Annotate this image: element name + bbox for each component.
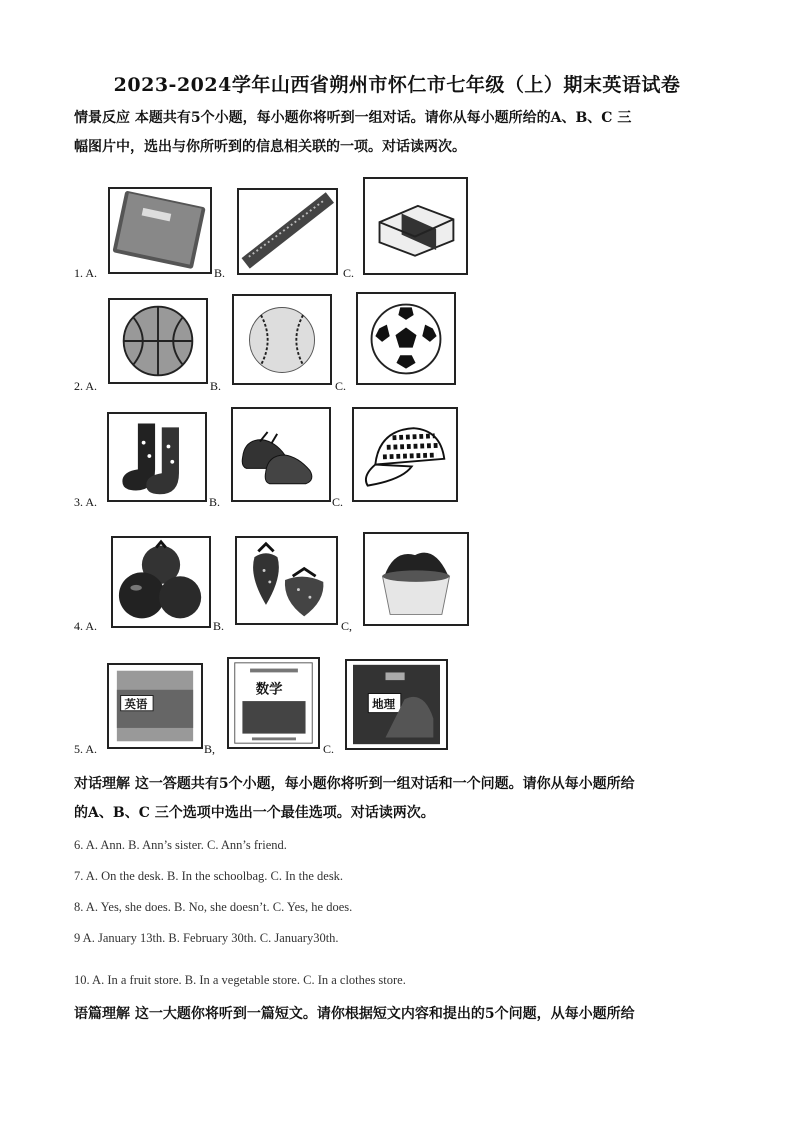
section1-line1: 情景反应 本题共有5个小题，每小题你将听到一组对话。请你从每小题所给的A、B、C 三 (74, 110, 632, 126)
soccer-ball-icon[interactable] (356, 292, 456, 385)
ruler-icon[interactable] (237, 188, 338, 275)
section2-line2: 的A、B、C 三个选项中选出一个最佳选项。对话读两次。 (74, 805, 435, 821)
question-7-options: 7. A. On the desk. B. In the schoolbag. C. In the desk. (74, 869, 344, 883)
geography-book-label: 地理 (372, 696, 396, 711)
notebook-icon[interactable] (108, 187, 212, 274)
q2-label-b: B. (210, 379, 222, 393)
q2-label-c: C. (335, 379, 347, 393)
socks-icon[interactable] (107, 412, 207, 502)
section1-instructions (74, 104, 724, 162)
q3-label-c: C. (332, 495, 344, 509)
q1-label-c: C. (343, 266, 355, 280)
q3-label-b: B. (209, 495, 221, 509)
section2-line1: 对话理解 这一答题共有5个小题，每小题你将听到一组对话和一个问题。请你从每小题所给 (74, 776, 635, 792)
q2-label-a: 2. A. (74, 379, 98, 393)
basketball-icon[interactable] (108, 298, 208, 384)
math-book-label: 数学 (255, 681, 283, 698)
section3-instructions (74, 1000, 724, 1029)
english-book-icon[interactable] (107, 663, 203, 749)
q1-label-b: B. (214, 266, 226, 280)
strawberries-icon[interactable] (235, 536, 338, 625)
eraser-icon[interactable] (363, 177, 468, 275)
q5-label-a: 5. A. (74, 742, 98, 756)
section1-line2: 幅图片中，选出与你所听到的信息相关联的一项。对话读两次。 (74, 139, 466, 155)
q1-label-a: 1. A. (74, 266, 98, 280)
question-10-options: 10. A. In a fruit store. B. In a vegetable store. C. In a clothes store. (74, 973, 406, 987)
section2-instructions (74, 770, 724, 828)
q4-label-a: 4. A. (74, 619, 98, 633)
baseball-icon[interactable] (232, 294, 332, 385)
q5-label-b: B, (204, 742, 216, 756)
q4-label-c: C, (341, 619, 353, 633)
question-9-options: 9 A. January 13th. B. February 30th. C. January30th. (74, 931, 339, 945)
shoes-icon[interactable] (231, 407, 331, 502)
math-book-icon[interactable] (227, 657, 320, 749)
q3-label-a: 3. A. (74, 495, 98, 509)
ice-cream-icon[interactable] (363, 532, 469, 626)
question-8-options: 8. A. Yes, she does. B. No, she doesn’t. C. Yes, he does. (74, 900, 353, 914)
cap-icon[interactable] (352, 407, 458, 502)
question-6-options: 6. A. Ann. B. Ann’s sister. C. Ann’s friend. (74, 838, 287, 852)
q5-label-c: C. (323, 742, 335, 756)
section3-line1: 语篇理解 这一大题你将听到一篇短文。请你根据短文内容和提出的5个问题，从每小题所给 (74, 1006, 635, 1022)
q4-label-b: B. (213, 619, 225, 633)
tomatoes-icon[interactable] (111, 536, 211, 628)
geography-book-icon[interactable] (345, 659, 448, 750)
english-book-label: 英语 (124, 696, 148, 711)
page-title: 2023-2024学年山西省朔州市怀仁市七年级（上）期末英语试卷 (113, 74, 681, 96)
